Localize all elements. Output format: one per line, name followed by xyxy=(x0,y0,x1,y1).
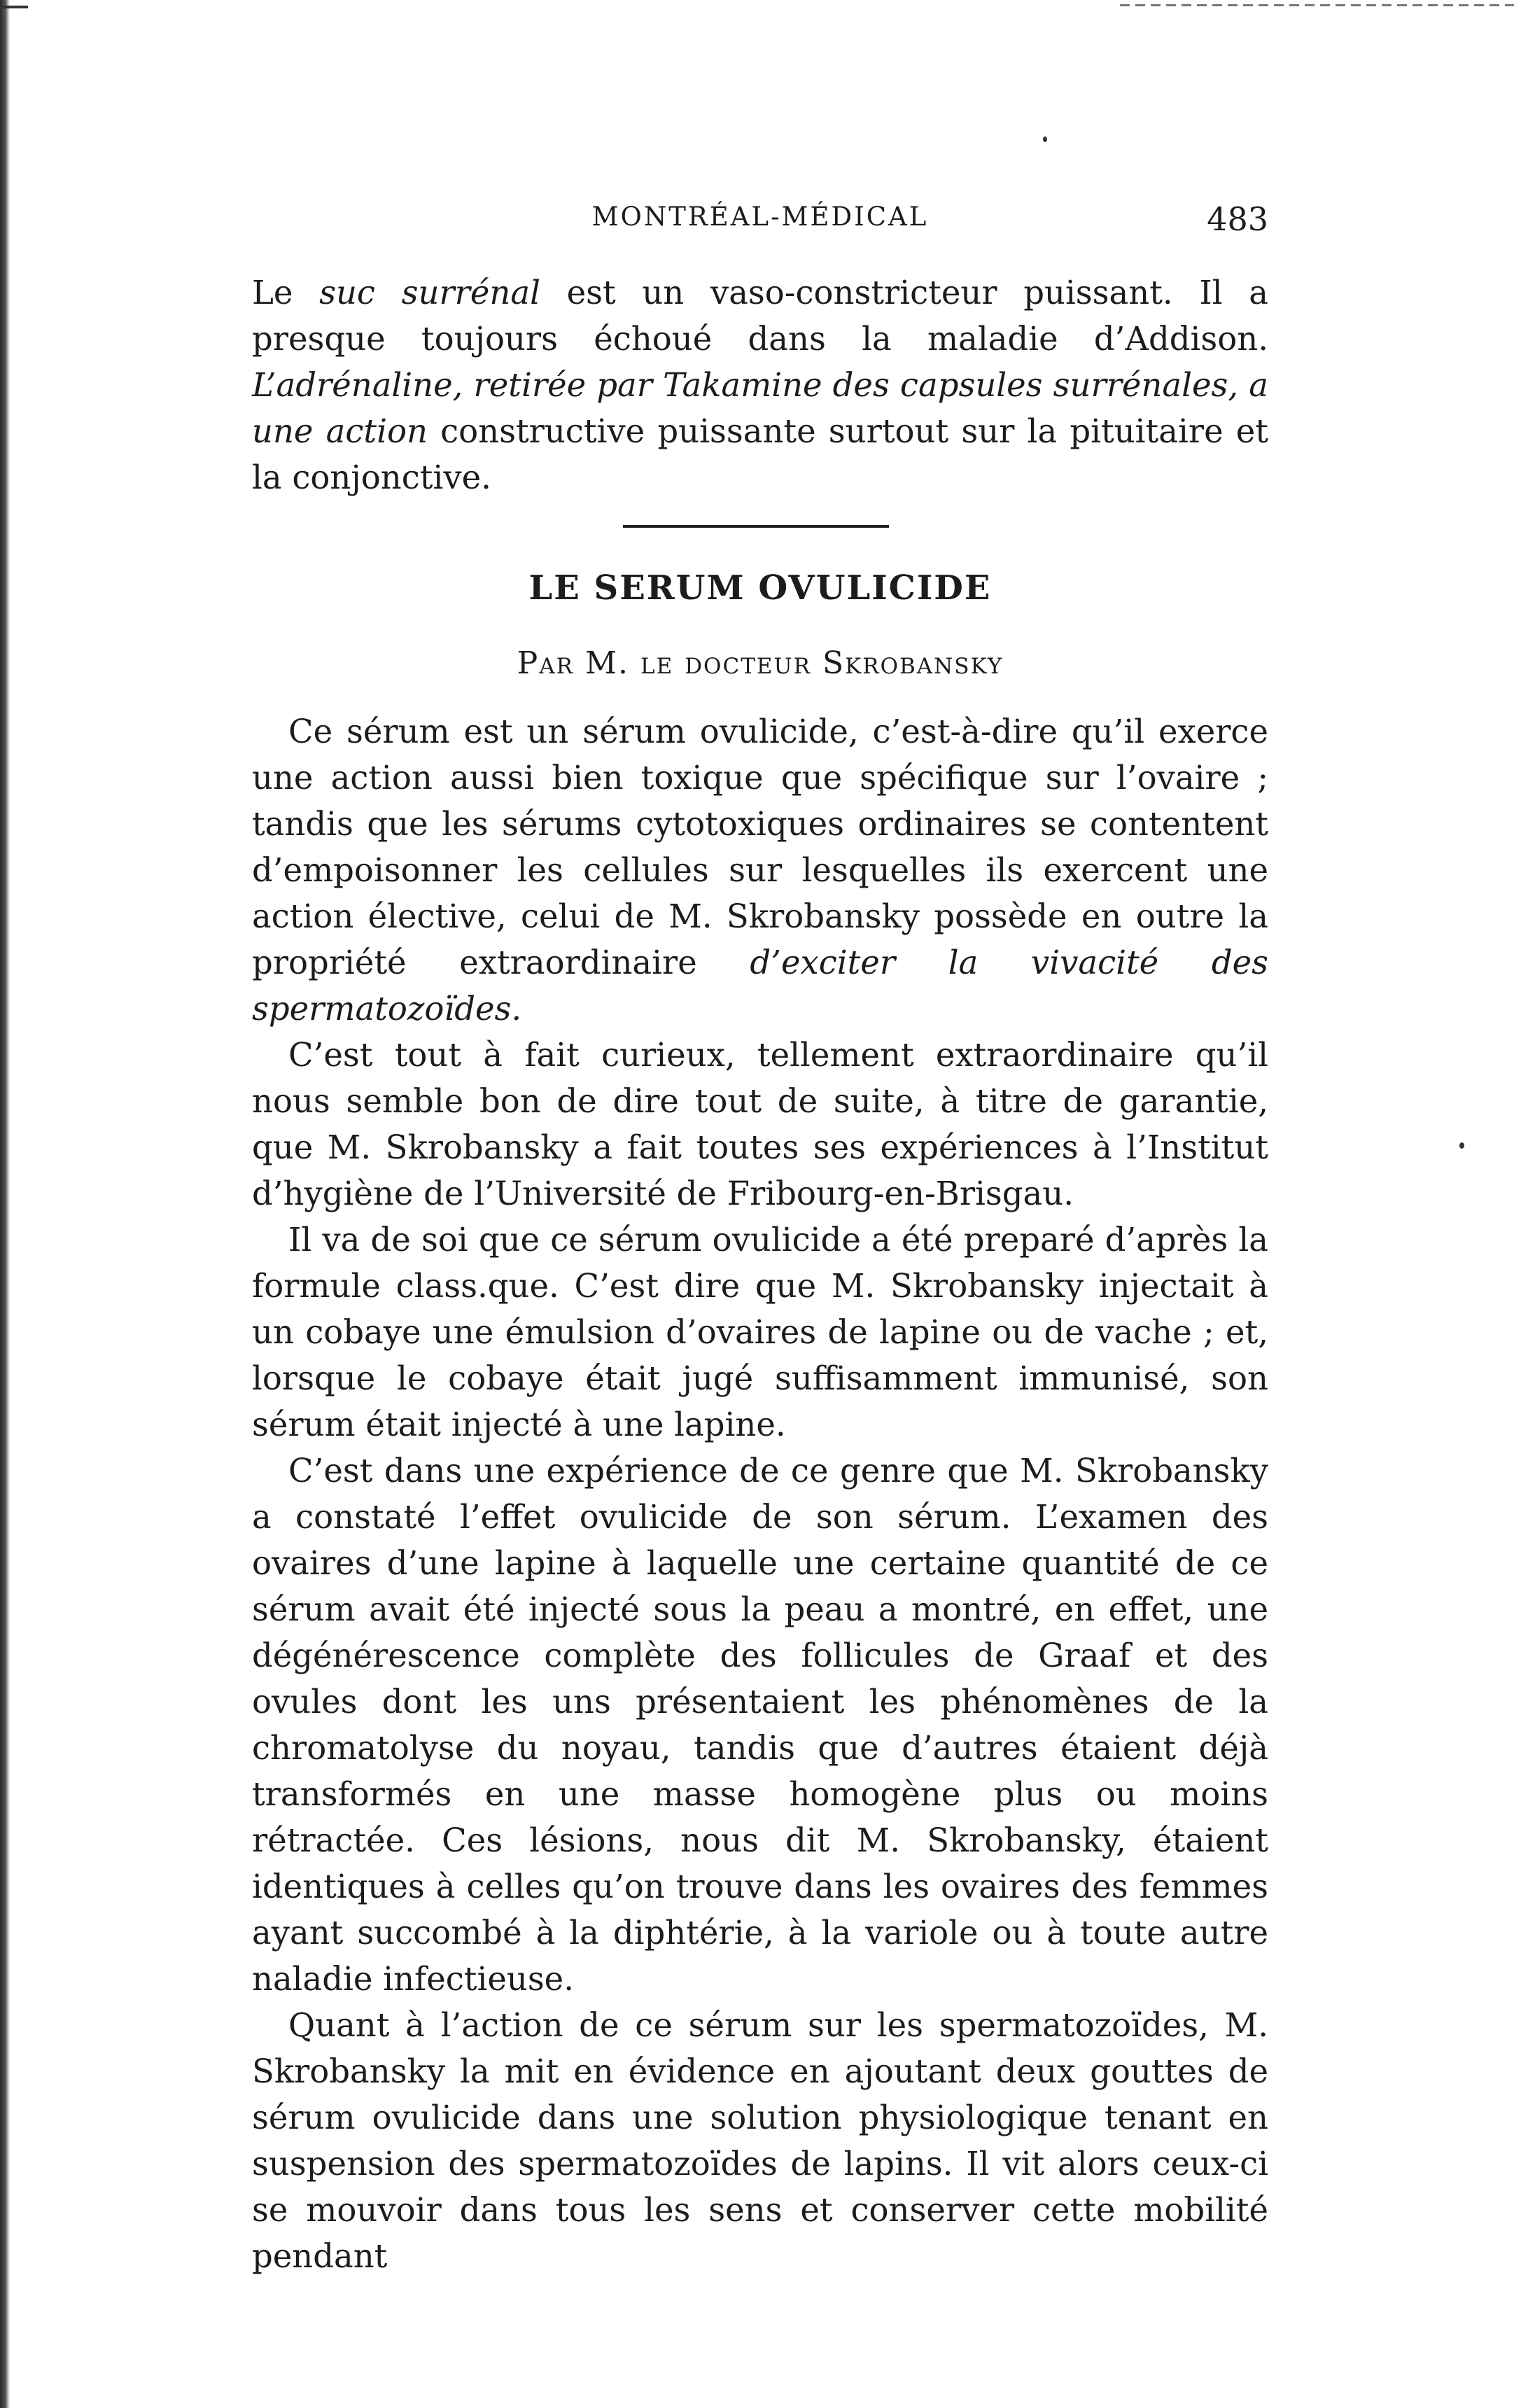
intro-text-end: constructive puissante surtout sur la pituitaire et la conjonctive. xyxy=(252,412,1268,496)
intro-italic-suc: suc surrénal xyxy=(319,274,540,312)
intro-text-mid: est un vaso-constricteur puissant. Il a presque toujours échoué dans la maladie d’Addison. xyxy=(252,274,1268,358)
paragraph-1-italic: d’exciter la vivacité des spermatozoïdes. xyxy=(252,944,1268,1028)
page-number: 483 xyxy=(1207,200,1268,238)
intro-text-start: Le xyxy=(252,274,320,312)
top-dashed-rule xyxy=(1120,4,1514,6)
paragraph-5: Quant à l’action de ce sérum sur les spermatozoïdes, M. Skrobansky la mit en évidence en ajoutant deux gouttes de sérum ovulicide dans une solution physiologique tenant en suspension des spermatozoïdes de lapins. Il vit alors ceux-ci se mouvoir dans tous les sens et conserver cette mobilité pendant xyxy=(252,2006,1268,2275)
intro-paragraph xyxy=(252,270,1268,500)
article-byline: Par M. le docteur Skrobansky xyxy=(517,645,1004,681)
section-divider xyxy=(623,525,889,528)
article-title: LE SERUM OVULICIDE xyxy=(528,568,992,608)
page-header xyxy=(252,202,1268,244)
intro-italic-adrenaline: L’adrénaline, retirée par Takamine des capsules surrénales, a une action xyxy=(252,366,1268,450)
paragraph-1-text: Ce sérum est un sérum ovulicide, c’est-à-dire qu’il exerce une action aussi bien toxique que spécifique sur l’ovaire ; tandis que les sérums cytotoxiques ordinaires se contentent d’empoisonner les cellules sur lesquelles ils exercent une action élective, celui de M. Skrobansky possède en outre la propriété extraordinaire xyxy=(252,713,1268,981)
paragraph-1 xyxy=(252,708,1268,1032)
ink-speck xyxy=(1459,1142,1464,1149)
running-title: MONTRÉAL-MÉDICAL xyxy=(591,202,929,232)
article-body xyxy=(252,708,1268,2279)
intro-text xyxy=(252,270,1268,500)
page-binding-edge xyxy=(0,0,10,2408)
top-edge-mark xyxy=(0,6,28,8)
ink-speck xyxy=(1043,136,1047,142)
paragraph-4: C’est dans une expérience de ce genre que M. Skrobansky a constaté l’effet ovulicide de son sérum. L’examen des ovaires d’une lapine à laquelle une certaine quantité de ce sérum avait été injecté sous la peau a montré, en effet, une dégénérescence complète des follicules de Graaf et des ovules dont les uns présentaient les phénomènes de la chromatolyse du noyau, tandis que d’autres étaient déjà transformés en une masse homogène plus ou moins rétractée. Ces lésions, nous dit M. Skrobansky, étaient identiques à celles qu’on trouve dans les ovaires des femmes ayant succombé à la diphtérie, à la variole ou à toute autre naladie infectieuse. xyxy=(252,1452,1268,1998)
paragraph-3: Il va de soi que ce sérum ovulicide a été preparé d’après la formule class.que. C’est dire que M. Skrobansky injectait à un cobaye une émulsion d’ovaires de lapine ou de vache ; et, lorsque le cobaye était jugé suffisamment immunisé, son sérum était injecté à une lapine. xyxy=(252,1221,1268,1443)
paragraph-2: C’est tout à fait curieux, tellement extraordinaire qu’il nous semble bon de dire tout de suite, à titre de garantie, que M. Skrobansky a fait toutes ses expériences à l’Institut d’hygiène de l’Université de Fribourg-en-Brisgau. xyxy=(252,1036,1268,1212)
